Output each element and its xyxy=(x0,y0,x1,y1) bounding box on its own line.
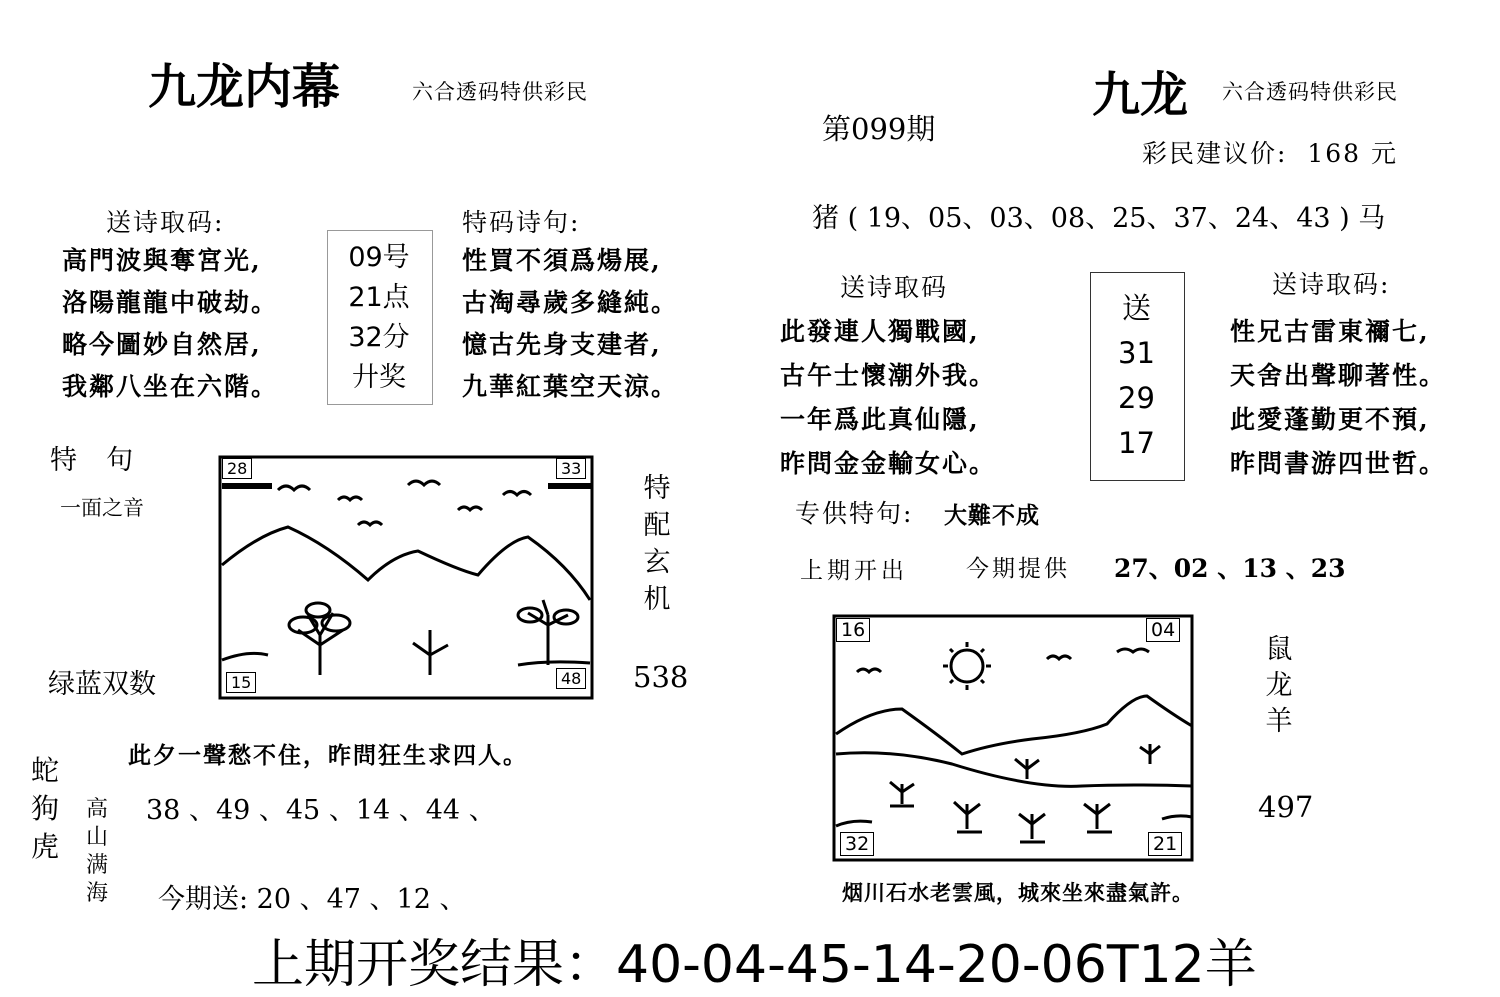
box-line: 17 xyxy=(1118,426,1155,460)
box-line: 29 xyxy=(1118,381,1155,415)
vertical-char: 特 xyxy=(643,473,671,504)
poem-line: 高門波與奪宮光, xyxy=(62,246,262,275)
left-bottom-poem: 此夕一聲愁不住，昨問狂生求四人。 xyxy=(128,742,528,769)
right-subtitle: 六合透码特供彩民 xyxy=(1222,80,1398,104)
poem-line: 昨問金金輸女心。 xyxy=(780,449,997,478)
vertical-char: 羊 xyxy=(1265,706,1293,737)
vertical-char: 狗 xyxy=(30,792,59,825)
left-special-phrase: 一面之音 xyxy=(60,496,144,520)
right-corner-bottom-left: 32 xyxy=(840,832,874,856)
vertical-char: 配 xyxy=(643,510,671,541)
right-send-poem-heading-left: 送诗取码 xyxy=(840,273,949,302)
box-line: 32分 xyxy=(348,322,410,353)
left-color-hint: 绿蓝双数 xyxy=(48,669,156,700)
right-side-number: 497 xyxy=(1258,790,1314,824)
vertical-char: 海 xyxy=(85,881,108,906)
left-corner-top-right: 33 xyxy=(556,458,586,479)
left-corner-bottom-right: 48 xyxy=(556,668,586,689)
right-zodiac-line: 猪 ( 19、05、03、08、25、37、24、43 ) 马 xyxy=(812,203,1386,234)
right-send-poem-right xyxy=(1230,310,1446,486)
vertical-char: 高 xyxy=(85,797,108,822)
poem-line: 此愛蓬勤更不預, xyxy=(1230,405,1430,434)
poem-line: 天舍出聲聊著性。 xyxy=(1230,361,1447,390)
vertical-char: 鼠 xyxy=(1265,634,1293,665)
right-special-phrase-label: 专供特句: xyxy=(795,499,914,528)
vertical-char: 虎 xyxy=(30,830,59,863)
poem-line: 洛陽龍龍中破劫。 xyxy=(62,288,279,317)
left-phrase-vertical xyxy=(82,796,112,908)
left-corner-bottom-left: 15 xyxy=(226,672,256,693)
right-this-issue-numbers: 27、02 、13 、23 xyxy=(1114,554,1346,583)
left-special-phrase-label: 特 句 xyxy=(50,445,138,476)
right-last-issue-label: 上期开出 xyxy=(800,558,908,584)
left-zodiac-vertical xyxy=(28,752,62,866)
issue-number: 第099期 xyxy=(822,112,936,146)
vertical-char: 山 xyxy=(85,825,108,850)
poem-line: 我鄰八坐在六階。 xyxy=(62,372,279,401)
left-today-send: 今期送: 20 、47 、12 、 xyxy=(158,884,467,915)
right-price: 彩民建议价: 168 元 xyxy=(1142,139,1398,168)
vertical-char: 机 xyxy=(643,584,671,615)
left-special-poem-heading: 特码诗句: xyxy=(462,208,581,237)
left-number-row: 38 、49 、45 、14 、44 、 xyxy=(146,795,496,826)
poem-line: 昨問書游四世哲。 xyxy=(1230,449,1447,478)
poem-line: 性買不須爲煬展, xyxy=(462,246,662,275)
box-line: 送 xyxy=(1121,291,1151,325)
right-code-box-content xyxy=(1090,286,1183,466)
poem-line: 性兄古雷東禰七, xyxy=(1230,317,1430,346)
box-line: 廾奖 xyxy=(352,362,406,393)
poem-line: 此發連人獨戰國, xyxy=(780,317,980,346)
box-line: 09号 xyxy=(348,242,410,273)
left-code-box-content xyxy=(327,238,431,398)
footer-last-result: 上期开奖结果：40-04-45-14-20-06T12羊 xyxy=(252,935,1257,995)
right-corner-top-right: 04 xyxy=(1146,618,1180,642)
right-side-vertical xyxy=(1262,632,1296,740)
left-title: 九龙内幕 xyxy=(148,59,341,115)
right-send-poem-left xyxy=(780,310,996,486)
left-send-poem xyxy=(62,240,278,408)
poem-line: 古午士懷潮外我。 xyxy=(780,361,997,390)
right-send-poem-heading-right: 送诗取码: xyxy=(1272,270,1391,299)
box-line: 31 xyxy=(1118,336,1155,370)
vertical-char: 满 xyxy=(85,853,108,878)
right-corner-bottom-right: 21 xyxy=(1148,832,1182,856)
right-title: 九龙 xyxy=(1092,67,1189,123)
box-line: 21点 xyxy=(348,282,410,313)
left-side-number: 538 xyxy=(633,660,689,694)
left-subtitle: 六合透码特供彩民 xyxy=(412,80,588,104)
left-side-vertical xyxy=(640,470,674,618)
right-this-issue-label: 今期提供 xyxy=(966,556,1070,582)
right-landscape-drawing xyxy=(832,614,1194,862)
poem-line: 九華紅葉空天涼。 xyxy=(462,372,679,401)
vertical-char: 蛇 xyxy=(30,754,59,787)
poem-line: 憶古先身支建者, xyxy=(462,330,662,359)
poem-line: 一年爲此真仙隱, xyxy=(780,405,980,434)
right-corner-top-left: 16 xyxy=(836,618,870,642)
right-picture-caption: 烟川石水老雲風，城來坐來盡氣許。 xyxy=(842,880,1194,905)
vertical-char: 龙 xyxy=(1265,670,1293,701)
right-special-phrase: 大難不成 xyxy=(944,502,1040,529)
left-landscape-drawing xyxy=(218,455,594,700)
left-send-poem-heading: 送诗取码: xyxy=(106,208,225,237)
poem-line: 古淘尋歲多縫純。 xyxy=(462,288,679,317)
vertical-char: 玄 xyxy=(643,547,671,578)
left-special-poem xyxy=(462,240,678,408)
left-corner-top-left: 28 xyxy=(222,458,252,479)
poem-line: 略今圖妙自然居, xyxy=(62,330,262,359)
